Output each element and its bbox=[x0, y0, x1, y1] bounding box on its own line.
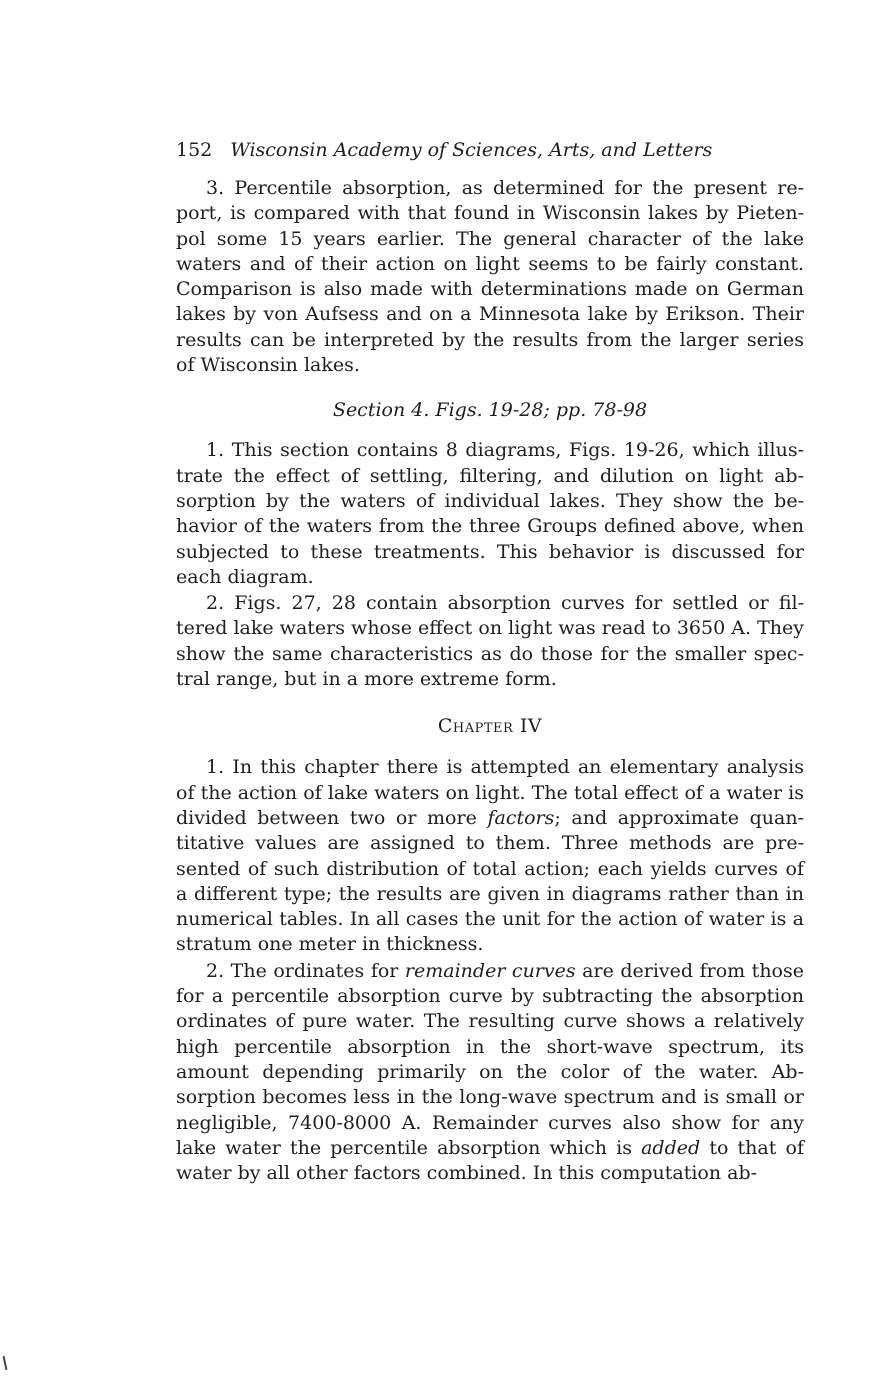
section3-paragraph-3: 3. Percentile absorption, as determined for the present re-port, is compared with that found in Wisconsin lakes by Pieten-pol some 15 years earlier. The general character of the lake waters and of their action on light seems to be fairly constant. Comparison is also made with determinations made on German lakes by von Aufsess and on a Minnesota lake by Erikson. Their results can be interpreted by the results from the larger series of Wisconsin lakes. bbox=[176, 177, 804, 377]
chapter4-p2-emphasis-1: remainder curves bbox=[404, 959, 576, 982]
chapter4-p1-text-b: ; and approximate quan-titative values are assigned to them. Three methods are pre-sented of such distribution of total action; each yields curves of a different type; the results are given in diagrams rather than in numerical tables. In all cases the unit for the action of water is a stratum one meter in thickness. bbox=[176, 806, 804, 956]
section-4-heading: Section 4. Figs. 19-28; pp. 78-98 bbox=[332, 399, 648, 422]
chapter4-paragraph-2 bbox=[176, 959, 804, 1187]
chapter4-p2-text-b: are derived from those for a percentile absorption curve by subtracting the absorption ordinates of pure water. The resulting curve shows a relatively high percentile absorption in the short-wave spectrum, its amount depending primarily on the color of the water. Ab-sorption becomes less in the long-wave spectrum and is small or negligible, 7400-8000 A. Remainder curves also show for any lake water the percentile absorption which is bbox=[176, 959, 804, 1159]
journal-title: Wisconsin Academy of Sciences, Arts, and Letters bbox=[230, 139, 713, 161]
chapter4-p1-emphasis: factors bbox=[487, 806, 555, 829]
scan-edge-mark bbox=[3, 1356, 8, 1370]
section4-paragraph-1: 1. This section contains 8 diagrams, Figs. 19-26, which illus-trate the effect of settling, filtering, and dilution on light ab-sorption by the waters of individual lakes. They show the be-havior of the waters from the three Groups defined above, when subjected to these treatments. This behavior is discussed for each diagram. bbox=[176, 439, 804, 588]
page-number: 152 bbox=[176, 139, 213, 161]
chapter4-p1-text-a: 1. In this chapter there is attempted an elementary analysis of the action of lake waters on light. The total effect of a water is divided between two or more bbox=[176, 756, 804, 829]
chapter4-p2-text-c: to that of water by all other factors combined. In this computation ab- bbox=[176, 1136, 804, 1185]
page-body bbox=[176, 136, 804, 1186]
section4-paragraph-2: 2. Figs. 27, 28 contain absorption curves for settled or fil-tered lake waters whose effect on light was read to 3650 A. They show the same characteristics as do those for the smaller spec-tral range, but in a more extreme form. bbox=[176, 592, 804, 691]
chapter4-p2-emphasis-2: added bbox=[641, 1136, 701, 1159]
chapter4-paragraph-1 bbox=[176, 755, 804, 957]
running-header bbox=[176, 136, 804, 164]
chapter4-p2-text-a: 2. The ordinates for bbox=[206, 959, 405, 982]
chapter-4-heading: Chapter IV bbox=[437, 715, 543, 738]
